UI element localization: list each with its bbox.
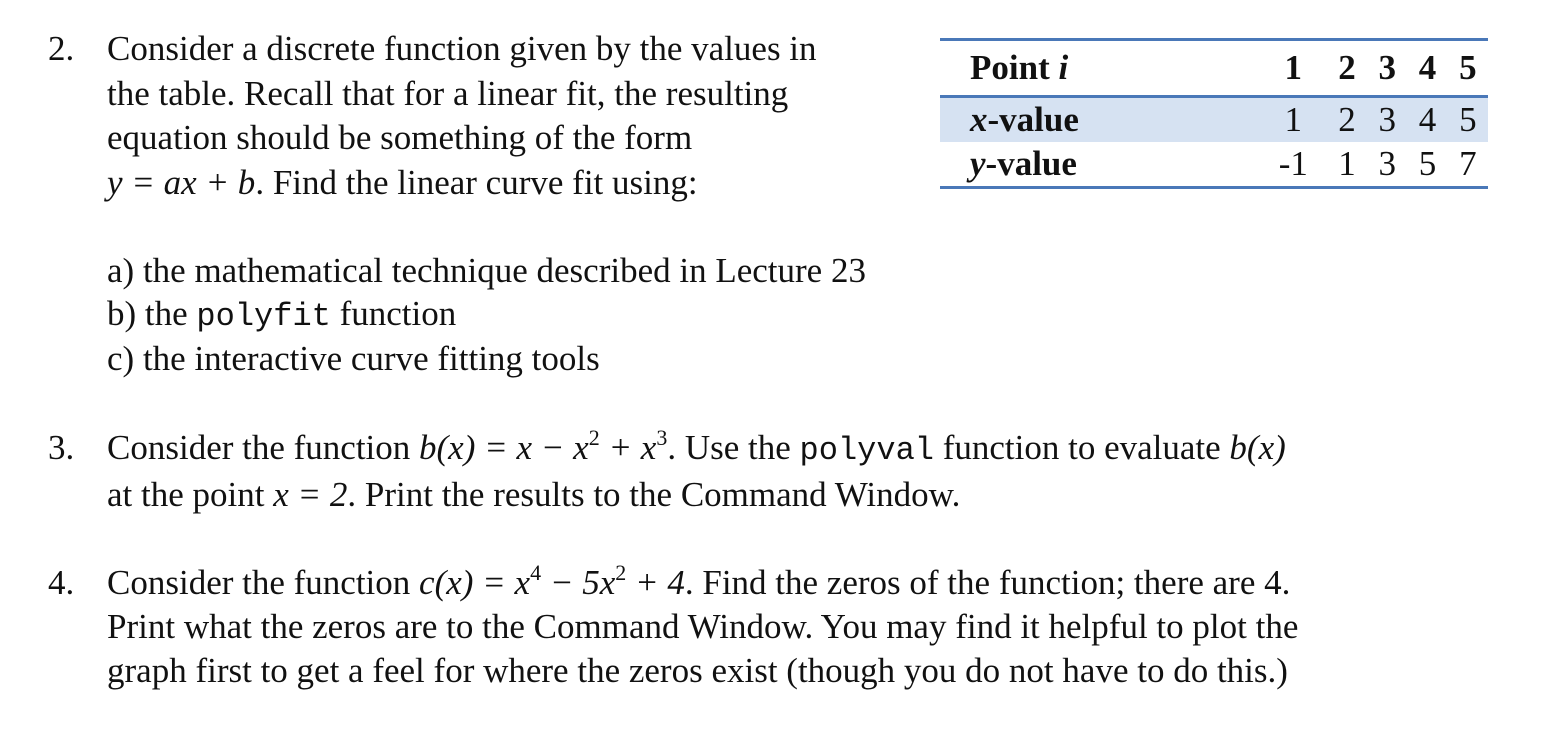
question-2-part-c: c) the interactive curve fitting tools — [107, 339, 600, 378]
table-cell: 2 — [1327, 97, 1367, 143]
table-cell: 3 — [1367, 97, 1407, 143]
q3-exponent-1: 2 — [588, 425, 600, 450]
x-label-rest: -value — [987, 100, 1079, 139]
question-2-part-a: a) the mathematical technique described in Lecture 23 — [107, 251, 866, 290]
part-b-suffix: function — [330, 294, 457, 333]
linear-form-equation: y = ax + b — [107, 163, 256, 202]
header-label-var: i — [1058, 48, 1069, 87]
table-header-row — [940, 40, 1488, 97]
table-cell: 7 — [1448, 142, 1488, 188]
polyval-code: polyval — [799, 432, 934, 469]
polyfit-code: polyfit — [196, 298, 331, 335]
q3-line-2-suffix: . Print the results to the Command Window. — [347, 475, 961, 514]
table-cell: 3 — [1367, 40, 1407, 97]
q4-eq-part-1: c(x) = x — [419, 563, 531, 602]
table-cell: 3 — [1367, 142, 1407, 188]
y-label-rest: -value — [985, 144, 1077, 183]
part-b-prefix: b) the — [107, 294, 197, 333]
point-equation: x = 2 — [273, 475, 348, 514]
table-cell: 4 — [1407, 97, 1447, 143]
question-2-number: 2. — [48, 29, 75, 68]
x-label-var: x — [970, 100, 988, 139]
question-4-line-2: Print what the zeros are to the Command Window. You may find it helpful to plot the — [107, 607, 1299, 646]
q4-suffix: . Find the zeros of the function; there are 4. — [684, 563, 1291, 602]
table-cell: 4 — [1407, 40, 1447, 97]
x-value-label — [940, 97, 1260, 143]
question-2-part-b — [107, 291, 456, 339]
q4-eq-part-3: + 4 — [626, 563, 685, 602]
table-cell: 5 — [1448, 97, 1488, 143]
table-cell: 5 — [1407, 142, 1447, 188]
question-4-line-1 — [107, 560, 1290, 605]
y-label-var: y — [970, 144, 986, 183]
question-3-line-1 — [107, 425, 1286, 473]
table-cell: -1 — [1260, 142, 1327, 188]
table-cell: 1 — [1327, 142, 1367, 188]
q3-prefix: Consider the function — [107, 428, 420, 467]
q4-exponent-1: 4 — [530, 560, 542, 585]
table-cell: 2 — [1327, 40, 1367, 97]
question-2-line-3: equation should be something of the form — [107, 118, 693, 157]
question-2-line-2: the table. Recall that for a linear fit, the resulting — [107, 74, 789, 113]
question-4-line-3: graph first to get a feel for where the zeros exist (though you do not have to do this.) — [107, 651, 1288, 690]
data-table — [940, 38, 1488, 189]
q3-middle: . Use the — [667, 428, 800, 467]
question-3-number: 3. — [48, 428, 75, 467]
table-cell: 5 — [1448, 40, 1488, 97]
function-c-equation — [419, 560, 685, 602]
table-cell: 1 — [1260, 40, 1327, 97]
question-2-line-4 — [107, 160, 698, 205]
q3-eq-part-1: b(x) = x − x — [419, 428, 589, 467]
header-label — [940, 40, 1260, 97]
q4-prefix: Consider the function — [107, 563, 420, 602]
question-2-line-4-rest: . Find the linear curve fit using: — [255, 163, 698, 202]
question-4-number: 4. — [48, 563, 75, 602]
q3-suffix: function to evaluate — [933, 428, 1230, 467]
header-label-word: Point — [970, 48, 1059, 87]
q4-eq-part-2: − 5x — [541, 563, 616, 602]
q4-exponent-2: 2 — [615, 560, 627, 585]
q3-eq-part-2: + x — [599, 428, 657, 467]
function-b-ref: b(x) — [1229, 428, 1286, 467]
y-value-label — [940, 142, 1260, 188]
question-2-line-1: Consider a discrete function given by the values in — [107, 29, 817, 68]
table-row-y — [940, 142, 1488, 188]
function-b-equation — [419, 425, 668, 467]
q3-line-2-prefix: at the point — [107, 475, 274, 514]
question-3-line-2 — [107, 472, 960, 517]
table-row-x — [940, 97, 1488, 143]
q3-exponent-2: 3 — [656, 425, 668, 450]
table-cell: 1 — [1260, 97, 1327, 143]
